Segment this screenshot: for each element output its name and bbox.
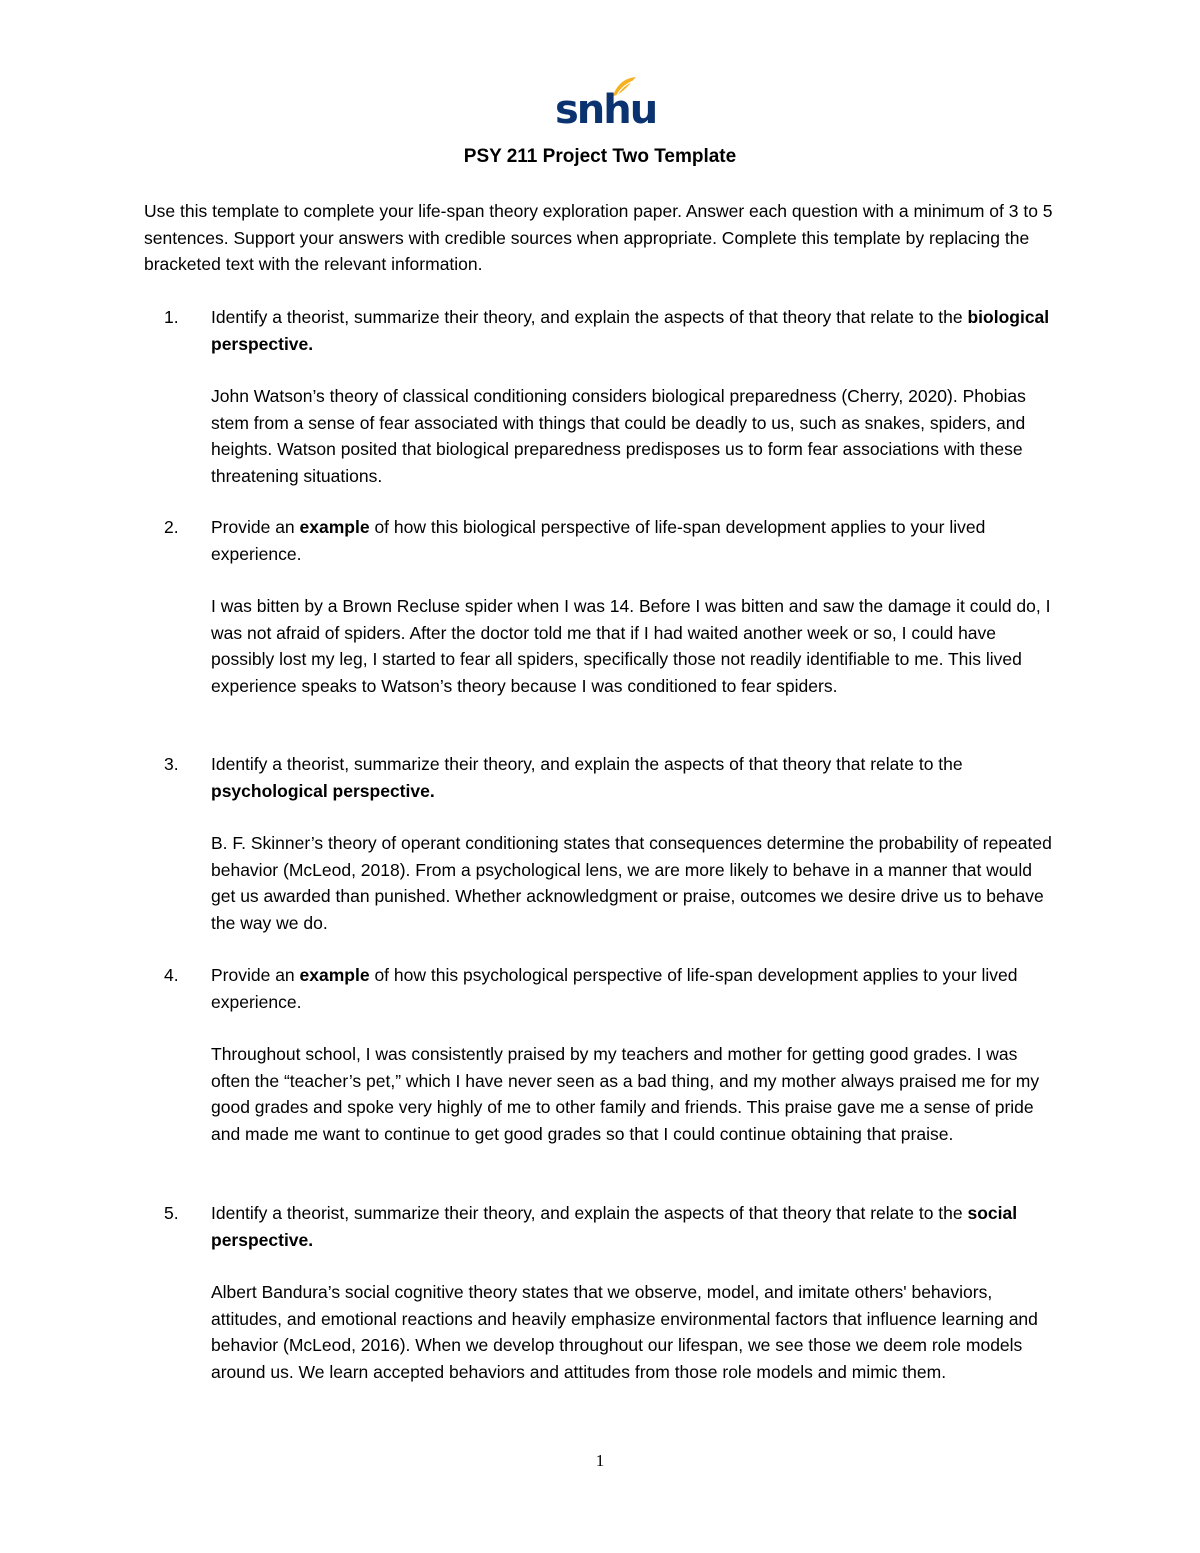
prompt-emphasis: example — [299, 965, 370, 985]
logo-wordmark: snhu — [555, 87, 657, 133]
question-prompt: Provide an example of how this biological perspective of life-span development applies to your lived experience. — [211, 517, 986, 564]
prompt-emphasis: social perspective. — [211, 1203, 1018, 1250]
answer-paragraph: John Watson’s theory of classical conditioning considers biological preparedness (Cherry, 2020). Phobias stem from a sense of fear associated with things that could be deadly to us, such as snakes, spiders, and heights. Watson posited that biological preparedness predisposes us to form fear associations with these threatening situations. — [211, 386, 1026, 486]
question-number: 1. — [164, 307, 179, 327]
page-number: 1 — [595, 1451, 605, 1470]
question-number: 5. — [164, 1203, 179, 1223]
question-prompt: Identify a theorist, summarize their theory, and explain the aspects of that theory that relate to the psychological perspective. — [211, 754, 963, 801]
answer-paragraph: Throughout school, I was consistently praised by my teachers and mother for getting good grades. I was often the “teacher’s pet,” which I have never seen as a bad thing, and my mother always praised me for my good grades and spoke very highly of me to other family and friends. This praise gave me a sense of pride and made me want to continue to get good grades so that I could continue obtaining that praise. — [211, 1044, 1040, 1144]
intro-paragraph: Use this template to complete your life-span theory exploration paper. Answer each question with a minimum of 3 to 5 sentences. Support your answers with credible sources when appropriate. Complete this template by replacing the bracketed text with the relevant information. — [144, 201, 1053, 274]
answer-paragraph: Albert Bandura’s social cognitive theory states that we observe, model, and imitate others' behaviors, attitudes, and emotional reactions and heavily emphasize environmental factors that influence learning and behavior (McLeod, 2016). When we develop throughout our lifespan, we see those we deem role models around us. We learn accepted behaviors and attitudes from those role models and mimic them. — [211, 1282, 1038, 1382]
question-number: 2. — [164, 517, 179, 537]
question-prompt: Provide an example of how this psychological perspective of life-span development applies to your lived experience. — [211, 965, 1018, 1012]
question-number: 3. — [164, 754, 179, 774]
snhu-logo — [555, 76, 657, 133]
answer-paragraph: I was bitten by a Brown Recluse spider when I was 14. Before I was bitten and saw the damage it could do, I was not afraid of spiders. After the doctor told me that if I had waited another week or so, I could have possibly lost my leg, I started to fear all spiders, specifically those not readily identifiable to me. This lived experience speaks to Watson’s theory because I was conditioned to fear spiders. — [211, 596, 1051, 696]
question-number: 4. — [164, 965, 179, 985]
prompt-emphasis: psychological perspective. — [211, 780, 435, 801]
page-title: PSY 211 Project Two Template — [463, 146, 737, 167]
question-prompt: Identify a theorist, summarize their theory, and explain the aspects of that theory that relate to the biological perspective. — [211, 307, 1050, 354]
answer-paragraph: B. F. Skinner’s theory of operant conditioning states that consequences determine the probability of repeated behavior (McLeod, 2018). From a psychological lens, we are more likely to behave in a manner that would get us awarded than punished. Whether acknowledgment or praise, outcomes we desire drive us to behave the way we do. — [211, 833, 1052, 933]
prompt-emphasis: example — [299, 517, 370, 537]
prompt-emphasis: biological perspective. — [211, 307, 1050, 354]
question-prompt: Identify a theorist, summarize their theory, and explain the aspects of that theory that relate to the social perspective. — [211, 1203, 1018, 1250]
